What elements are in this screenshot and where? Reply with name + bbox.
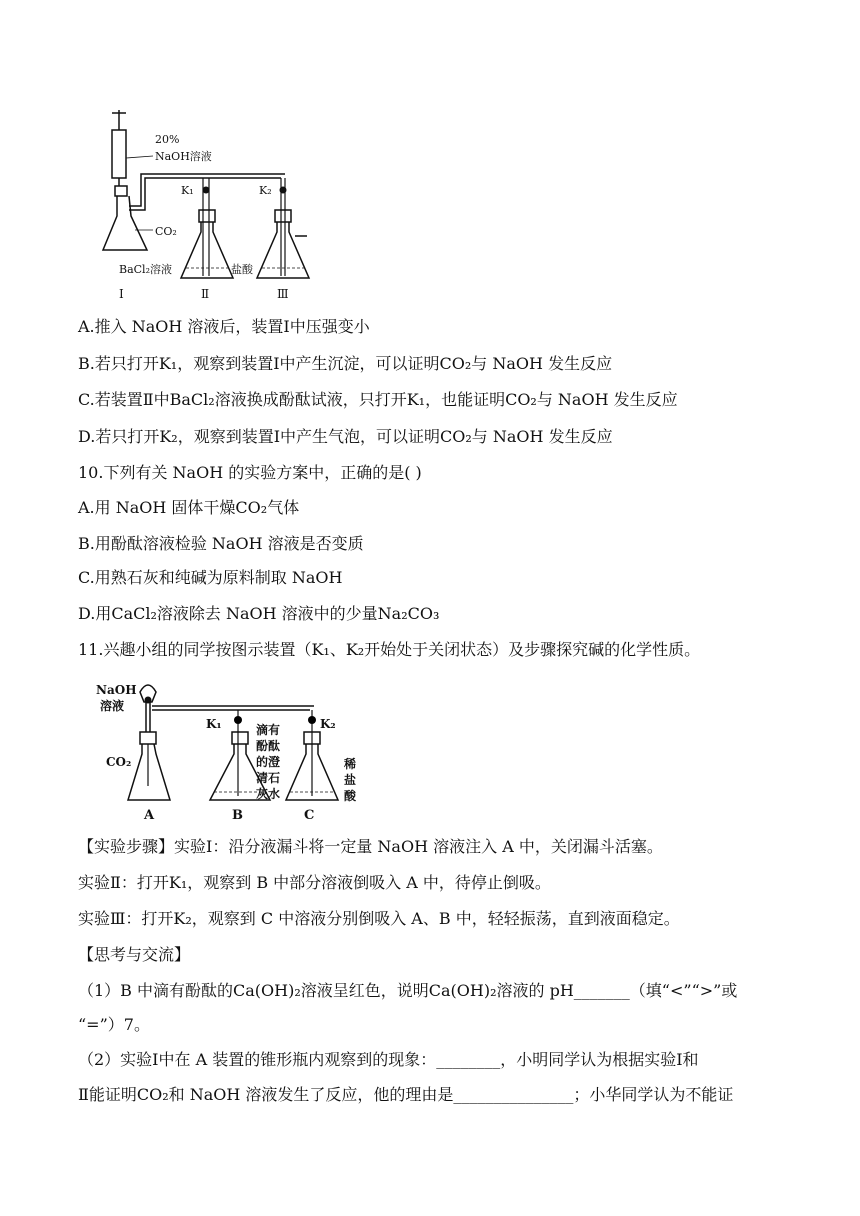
q10-stem: 10.下列有关 NaOH 的实验方案中，正确的是( ): [78, 463, 422, 482]
q11-stem: 11.兴趣小组的同学按图示装置（K₁、K₂开始处于关闭状态）及步骤探究碱的化学性质。: [78, 640, 701, 659]
fig1-co2-label: CO₂: [155, 225, 177, 238]
fig1-flask-label-2: Ⅱ: [201, 287, 210, 301]
q9-option-b: B.若只打开K₁，观察到装置Ⅰ中产生沉淀，可以证明CO₂与 NaOH 发生反应: [78, 354, 613, 373]
q10-option-d: D.用CaCl₂溶液除去 NaOH 溶液中的少量Na₂CO₃: [78, 604, 440, 623]
q11-step-1: 【实验步骤】实验Ⅰ：沿分液漏斗将一定量 NaOH 溶液注入 A 中，关闭漏斗活塞。: [78, 837, 663, 856]
q11-discussion-line-2: “=”）7。: [78, 1015, 150, 1034]
fig2-flask-label-a: A: [144, 808, 155, 823]
fig2-k1-label: K₁: [206, 717, 222, 731]
q10-option-b: B.用酚酞溶液检验 NaOH 溶液是否变质: [78, 534, 364, 553]
fig2-phenol-label-4: 清石: [256, 771, 281, 785]
fig2-flask-label-c: C: [304, 808, 315, 823]
fig2-flask-label-b: B: [232, 808, 243, 823]
q11-discussion-line-1: （1）B 中滴有酚酞的Ca(OH)₂溶液呈红色，说明Ca(OH)₂溶液的 pH_______（填“<”“>”或: [78, 981, 738, 1000]
apparatus-figure-2: [92, 676, 372, 824]
fig2-acid-label-3: 酸: [344, 789, 357, 803]
fig2-k2-label: K₂: [320, 717, 336, 731]
fig1-syringe-label-2: NaOH溶液: [155, 150, 212, 163]
fig2-phenol-label-3: 的澄: [256, 755, 281, 769]
fig2-acid-label-2: 盐: [344, 773, 357, 787]
fig2-naoh-label-1: NaOH: [96, 683, 137, 697]
fig2-phenol-label-1: 滴有: [256, 723, 281, 737]
fig2-co2-label: CO₂: [106, 755, 132, 769]
fig1-k2-label: K₂: [259, 184, 272, 197]
q10-option-c: C.用熟石灰和纯碱为原料制取 NaOH: [78, 568, 343, 587]
q11-discussion-line-3: （2）实验Ⅰ中在 A 装置的锥形瓶内观察到的现象：________，小明同学认为根据实验Ⅰ和: [78, 1050, 699, 1069]
q11-discussion-line-4: Ⅱ能证明CO₂和 NaOH 溶液发生了反应，他的理由是_______________；小华同学认为不能证: [78, 1085, 734, 1104]
q9-option-c: C.若装置Ⅱ中BaCl₂溶液换成酚酞试液，只打开K₁，也能证明CO₂与 NaOH 发生反应: [78, 390, 678, 409]
fig1-k1-label: K₁: [181, 184, 194, 197]
fig1-bacl2-label: BaCl₂溶液: [119, 263, 172, 276]
q9-option-a: A.推入 NaOH 溶液后，装置Ⅰ中压强变小: [78, 317, 370, 336]
q9-option-d: D.若只打开K₂，观察到装置Ⅰ中产生气泡，可以证明CO₂与 NaOH 发生反应: [78, 427, 613, 446]
q11-step-3: 实验Ⅲ：打开K₂，观察到 C 中溶液分别倒吸入 A、B 中，轻轻振荡，直到液面稳定。: [78, 909, 680, 928]
fig1-syringe-label-1: 20%: [155, 133, 180, 146]
q10-option-a: A.用 NaOH 固体干燥CO₂气体: [78, 498, 300, 517]
fig2-acid-label-1: 稀: [344, 757, 357, 771]
fig1-flask-label-1: Ⅰ: [119, 287, 124, 301]
q11-step-2: 实验Ⅱ：打开K₁，观察到 B 中部分溶液倒吸入 A 中，待停止倒吸。: [78, 873, 551, 892]
fig2-phenol-label-2: 酚酞: [256, 739, 281, 753]
q11-discussion-title: 【思考与交流】: [78, 945, 191, 964]
fig2-naoh-label-2: 溶液: [100, 699, 125, 713]
fig1-flask-label-3: Ⅲ: [277, 287, 289, 301]
fig1-acid-label: 盐酸: [231, 263, 253, 276]
fig2-phenol-label-5: 灰水: [256, 787, 281, 801]
apparatus-figure-1: [95, 108, 335, 303]
